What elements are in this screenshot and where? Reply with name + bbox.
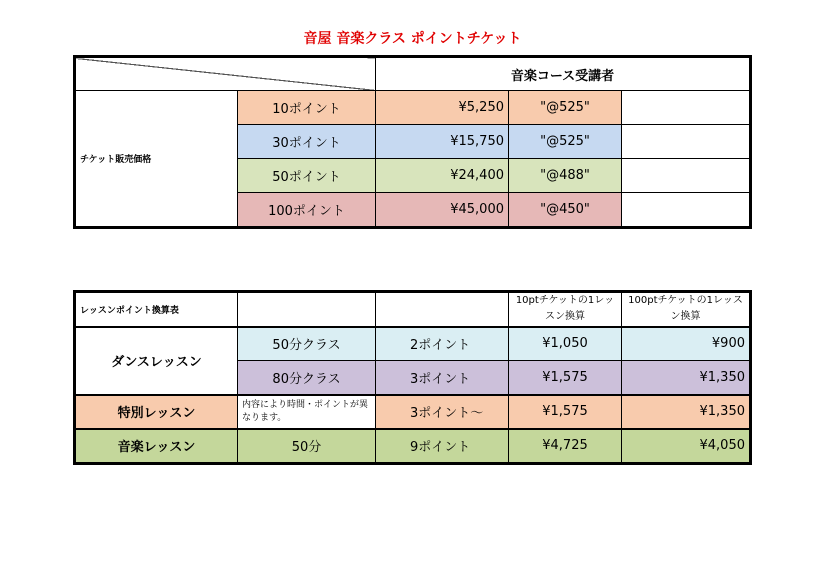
empty-cell [622,91,750,125]
diagonal-header-cell [76,58,376,91]
lesson-class: 50分 [238,429,376,463]
course-header: 音楽コース受講者 [376,58,750,91]
ticket-points: 100ポイント [238,193,376,227]
lesson-price-100pt: ¥1,350 [622,361,750,395]
conversion-table-label: レッスンポイント換算表 [76,293,238,327]
lesson-price-10pt: ¥1,575 [509,395,622,429]
header-10pt: 10ptチケットの1レッスン換算 [509,293,622,327]
lesson-conversion-table [75,292,750,463]
ticket-price: ¥45,000 [376,193,509,227]
lesson-price-100pt: ¥900 [622,327,750,361]
lesson-points: 3ポイント [376,361,509,395]
lesson-class: 50分クラス [238,327,376,361]
page-title: 音屋 音楽クラス ポイントチケット [303,31,522,47]
empty-cell [238,293,376,327]
ticket-price-label: チケット販売価格 [76,91,238,227]
lesson-price-100pt: ¥4,050 [622,429,750,463]
ticket-unit-price: "@488" [509,159,622,193]
ticket-unit-price: "@525" [509,91,622,125]
lesson-class: 80分クラス [238,361,376,395]
special-lesson-note: 内容により時間・ポイントが異なります。 [238,395,376,429]
header-100pt: 100ptチケットの1レッスン換算 [622,293,750,327]
ticket-points: 30ポイント [238,125,376,159]
ticket-unit-price: "@525" [509,125,622,159]
special-lesson-label: 特別レッスン [76,395,238,429]
lesson-points: 2ポイント [376,327,509,361]
music-lesson-label: 音楽レッスン [76,429,238,463]
empty-cell [376,293,509,327]
ticket-unit-price: "@450" [509,193,622,227]
empty-cell [622,193,750,227]
ticket-price: ¥24,400 [376,159,509,193]
lesson-points: 3ポイント～ [376,395,509,429]
empty-cell [622,125,750,159]
lesson-price-100pt: ¥1,350 [622,395,750,429]
ticket-price-table [75,57,750,227]
lesson-points: 9ポイント [376,429,509,463]
ticket-points: 50ポイント [238,159,376,193]
ticket-points: 10ポイント [238,91,376,125]
lesson-price-10pt: ¥1,050 [509,327,622,361]
ticket-price: ¥5,250 [376,91,509,125]
dance-lesson-label: ダンスレッスン [76,327,238,395]
lesson-price-10pt: ¥1,575 [509,361,622,395]
empty-cell [622,159,750,193]
ticket-price: ¥15,750 [376,125,509,159]
lesson-price-10pt: ¥4,725 [509,429,622,463]
